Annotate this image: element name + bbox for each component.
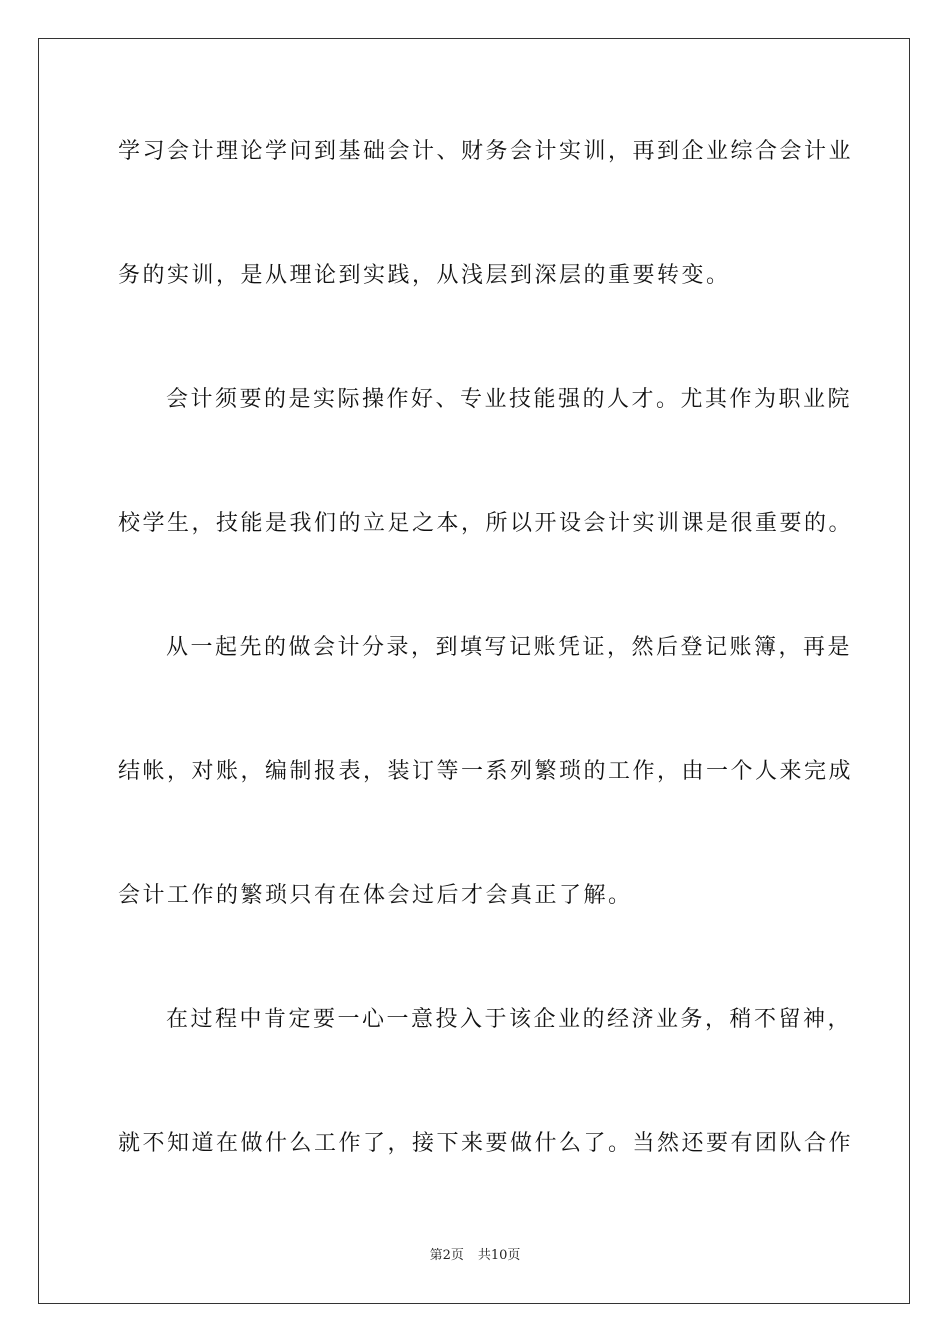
paragraph-line: 务的实训，是从理论到实践，从浅层到深层的重要转变。 (118, 263, 731, 288)
total-pages: 共10页 (477, 1248, 521, 1263)
paragraph-line: 学习会计理论学问到基础会计、财务会计实训，再到企业综合会计业 (118, 139, 854, 164)
paragraph-line: 结帐，对账，编制报表，装订等一系列繁琐的工作，由一个人来完成 (118, 759, 854, 784)
paragraph-line: 会计工作的繁琐只有在体会过后才会真正了解。 (118, 883, 633, 908)
page-footer (0, 1247, 950, 1265)
paragraph-line: 校学生，技能是我们的立足之本，所以开设会计实训课是很重要的。 (118, 511, 854, 536)
paragraph-line: 就不知道在做什么工作了，接下来要做什么了。当然还要有团队合作 (118, 1131, 854, 1156)
page-border (38, 38, 910, 1304)
page-number: 第2页 (429, 1248, 464, 1263)
paragraph-line: 从一起先的做会计分录，到填写记账凭证，然后登记账簿，再是 (166, 635, 853, 660)
paragraph-line: 在过程中肯定要一心一意投入于该企业的经济业务，稍不留神， (166, 1007, 853, 1032)
paragraph-line: 会计须要的是实际操作好、专业技能强的人才。尤其作为职业院 (166, 387, 853, 412)
